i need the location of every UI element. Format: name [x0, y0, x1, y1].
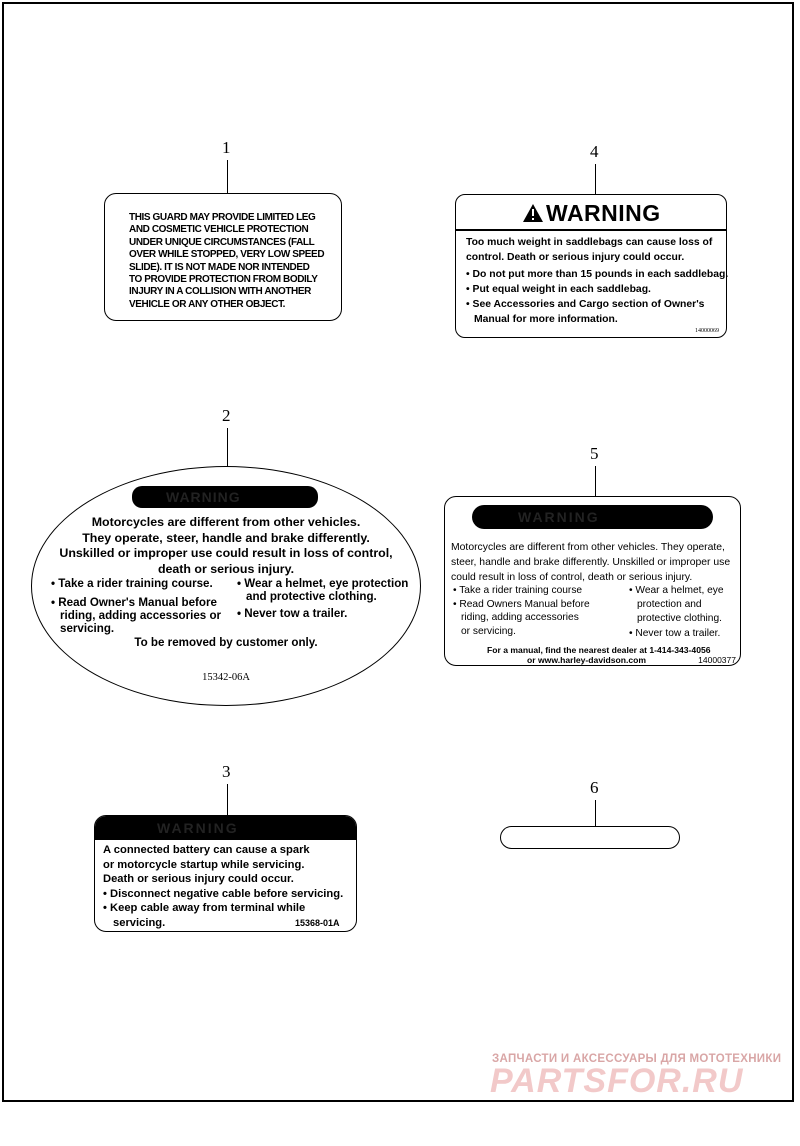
label-1-line: OVER WHILE STOPPED, VERY LOW SPEED — [129, 249, 325, 261]
label-3-line: servicing. — [113, 916, 166, 929]
label-5-line: could result in loss of control, death or serious injury. — [451, 572, 693, 583]
label-2-bullets-left — [51, 577, 221, 635]
label-5-header-text: WARNING — [518, 509, 600, 525]
label-2-bullet: • Take a rider training course. — [51, 577, 213, 590]
label-2-text — [32, 515, 420, 577]
label-5-bullet: • Read Owners Manual before — [453, 598, 590, 610]
label-1-line: UNDER UNIQUE CIRCUMSTANCES (FALL — [129, 236, 315, 248]
label-2-header-text: WARNING — [166, 489, 241, 505]
label-4-line: • Put equal weight in each saddlebag. — [466, 284, 651, 295]
label-4-divider — [456, 229, 726, 231]
label-2-bullet: • Wear a helmet, eye protection — [237, 577, 409, 590]
leader-line-3 — [227, 784, 228, 815]
label-3-line: • Disconnect negative cable before servicing. — [103, 887, 344, 900]
label-2-bullet: and protective clothing. — [246, 590, 377, 603]
leader-line-5 — [595, 466, 596, 496]
label-4-line: • See Accessories and Cargo section of Owner's — [466, 299, 705, 310]
label-4-saddlebag-warning — [455, 194, 727, 338]
label-3-line: A connected battery can cause a spark — [103, 844, 310, 856]
callout-1: 1 — [222, 138, 231, 157]
label-1-line: INJURY IN A COLLISION WITH ANOTHER — [129, 286, 311, 298]
label-1-guard-notice — [104, 193, 342, 321]
label-5-footer — [487, 645, 711, 665]
label-2-line: death or serious injury. — [157, 561, 295, 576]
label-5-line: steer, handle and brake differently. Unskilled or improper use — [451, 557, 731, 568]
label-4-header-text: WARNING — [546, 199, 661, 226]
label-4-line: control. Death or serious injury could occur. — [466, 252, 685, 263]
label-2-footer: To be removed by customer only. — [134, 636, 318, 649]
label-4-line: • Do not put more than 15 pounds in each saddlebag. — [466, 269, 729, 280]
label-3-line: Death or serious injury could occur. — [103, 873, 294, 886]
label-2-bullet: riding, adding accessories or — [60, 609, 222, 622]
label-1-line: TO PROVIDE PROTECTION FROM BODILY — [129, 274, 318, 286]
leader-line-4 — [595, 164, 596, 194]
label-5-footer-line: or www.harley-davidson.com — [527, 655, 647, 665]
label-5-bullet: protection and — [637, 599, 702, 611]
label-5-bullets-right — [629, 584, 724, 641]
label-2-bullets-right — [237, 577, 408, 620]
label-1-line: SLIDE). IT IS NOT MADE NOR INTENDED — [129, 261, 310, 273]
label-1-text — [129, 212, 324, 311]
warning-triangle-icon — [522, 203, 544, 223]
label-2-motorcycle-warning — [31, 466, 421, 706]
callout-2: 2 — [222, 406, 231, 425]
label-2-line: Unskilled or improper use could result in loss of control, — [59, 546, 393, 561]
label-3-part-number: 15368-01A — [295, 918, 340, 928]
label-5-bullet: or servicing. — [461, 625, 516, 637]
label-2-bullet: servicing. — [60, 622, 115, 635]
callout-3: 3 — [222, 762, 231, 781]
callout-6: 6 — [590, 778, 599, 797]
label-5-line: Motorcycles are different from other vehicles. They operate, — [451, 542, 725, 553]
watermark-tagline: ЗАПЧАСТИ И АКСЕССУАРЫ ДЛЯ МОТОТЕХНИКИ — [492, 1053, 782, 1065]
label-2-header-bar — [132, 486, 318, 508]
label-2-part-number: 15342-06A — [202, 672, 250, 683]
label-5-bullet: protective clothing. — [637, 613, 722, 625]
callout-5: 5 — [590, 444, 599, 463]
label-5-bullet: • Take a rider training course — [453, 585, 583, 596]
label-5-footer-line: For a manual, find the nearest dealer at 1-414-343-4056 — [487, 645, 711, 655]
label-4-line: Too much weight in saddlebags can cause loss of — [466, 237, 713, 248]
leader-line-2 — [227, 428, 228, 466]
label-3-header-bar — [95, 816, 356, 840]
label-5-bullets-left — [453, 584, 590, 638]
label-3-line: • Keep cable away from terminal while — [103, 902, 306, 915]
label-5-motorcycle-warning — [444, 496, 741, 666]
label-3-header-text: WARNING — [157, 820, 239, 836]
label-1-line: VEHICLE OR ANY OTHER OBJECT. — [129, 298, 286, 310]
label-3-battery-warning — [94, 815, 357, 932]
label-2-bullet: • Never tow a trailer. — [237, 607, 348, 620]
label-1-line: THIS GUARD MAY PROVIDE LIMITED LEG — [129, 212, 316, 223]
label-5-text — [451, 540, 730, 585]
label-6-blank-strip — [500, 826, 680, 849]
label-2-bullet: • Read Owner's Manual before — [51, 596, 217, 609]
callout-4: 4 — [590, 142, 599, 161]
label-5-bullet: • Never tow a trailer. — [629, 627, 721, 639]
label-1-line: AND COSMETIC VEHICLE PROTECTION — [129, 224, 309, 236]
leader-line-6 — [595, 800, 596, 826]
label-4-header — [522, 201, 661, 225]
label-5-bullet: riding, adding accessories — [461, 612, 579, 623]
label-4-text — [466, 235, 728, 327]
label-4-line: Manual for more information. — [474, 314, 618, 325]
label-3-line: or motorcycle startup while servicing. — [103, 858, 305, 871]
label-4-part-number: 14000069 — [695, 328, 719, 334]
label-2-line: They operate, steer, handle and brake differently. — [82, 530, 370, 545]
label-2-line: Motorcycles are different from other vehicles. — [91, 515, 361, 529]
label-5-part-number: 14000377 — [698, 655, 736, 665]
label-5-header-bar — [472, 505, 713, 529]
watermark-logo: PARTSFOR.RU — [490, 1062, 744, 1100]
leader-line-1 — [227, 160, 228, 193]
label-5-bullet: • Wear a helmet, eye — [629, 585, 724, 596]
